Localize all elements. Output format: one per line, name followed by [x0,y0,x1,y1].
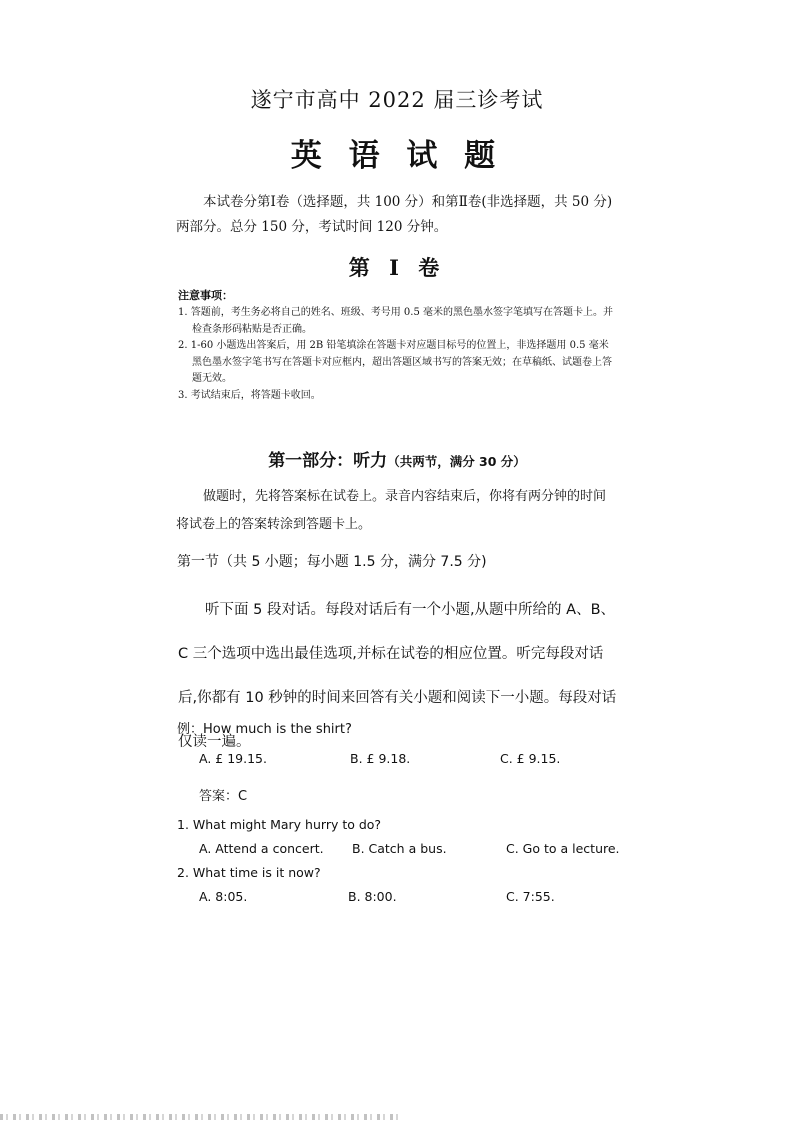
note-item: 3. 考试结束后，将答题卡收回。 [178,389,321,401]
part-one-title: 第一部分：听力 [268,451,388,471]
part-one-heading [0,446,794,471]
question-1-option-a: A. Attend a concert. [199,841,324,856]
example-answer: 答案：C [199,789,248,804]
question-1-option-b: B. Catch a bus. [352,841,447,856]
question-2-option-a: A. 8:05. [199,889,248,904]
question-1: 1. What might Mary hurry to do? [177,817,382,832]
notes-list [178,305,616,404]
note-item: 2. 1-60 小题选出答案后，用 2B 铅笔填涂在答题卡对应题目标号的位置上，非选择题用 0.5 毫米黑色墨水签字笔书写在答题卡对应框内，超出答题区域书写的答案无效；在草稿纸、试题卷上答题无效。 [178,340,612,384]
question-2-option-c: C. 7:55. [506,889,555,904]
paper-intro: 本试卷分第Ⅰ卷（选择题，共 100 分）和第Ⅱ卷(非选择题，共 50 分)两部分。总分 150 分，考试时间 120 分钟。 [176,194,613,235]
question-2-option-b: B. 8:00. [348,889,397,904]
example-option-c: C. £ 9.15. [500,751,561,766]
part-one-subtitle: （共两节，满分 30 分） [387,454,526,469]
subject-title: 英 语 试 题 [290,138,504,174]
example-option-b: B. £ 9.18. [350,751,411,766]
part-one-intro: 做题时，先将答案标在试卷上。录音内容结束后，你将有两分钟的时间将试卷上的答案转涂到答题卡上。 [176,489,607,532]
section-one-instructions: 听下面 5 段对话。每段对话后有一个小题,从题中所给的 A、B、C 三个选项中选出最佳选项,并标在试卷的相应位置。听完每段对话后,你都有 10 秒钟的时间来回答有关小题和阅读下一小题。每段对话仅读一遍。 [178,602,617,750]
example-label: 例： [177,722,204,737]
volume-title: 第 Ⅰ 卷 [348,255,446,280]
example-option-a: A. £ 19.15. [199,751,267,766]
school-exam-title: 遂宁市高中 2022 届三诊考试 [250,88,544,112]
question-2: 2. What time is it now? [177,865,321,880]
question-1-option-c: C. Go to a lecture. [506,841,620,856]
note-item: 1. 答题前，考生务必将自己的姓名、班级、考号用 0.5 毫米的黑色墨水签字笔填写在答题卡上。并检查条形码粘贴是否正确。 [178,307,613,335]
example-question [177,718,352,737]
notes-heading: 注意事项： [178,289,233,302]
example-question-text: How much is the shirt? [203,722,352,737]
scan-artifact [0,1114,400,1120]
section-one-title: 第一节（共 5 小题；每小题 1.5 分，满分 7.5 分) [177,554,487,570]
